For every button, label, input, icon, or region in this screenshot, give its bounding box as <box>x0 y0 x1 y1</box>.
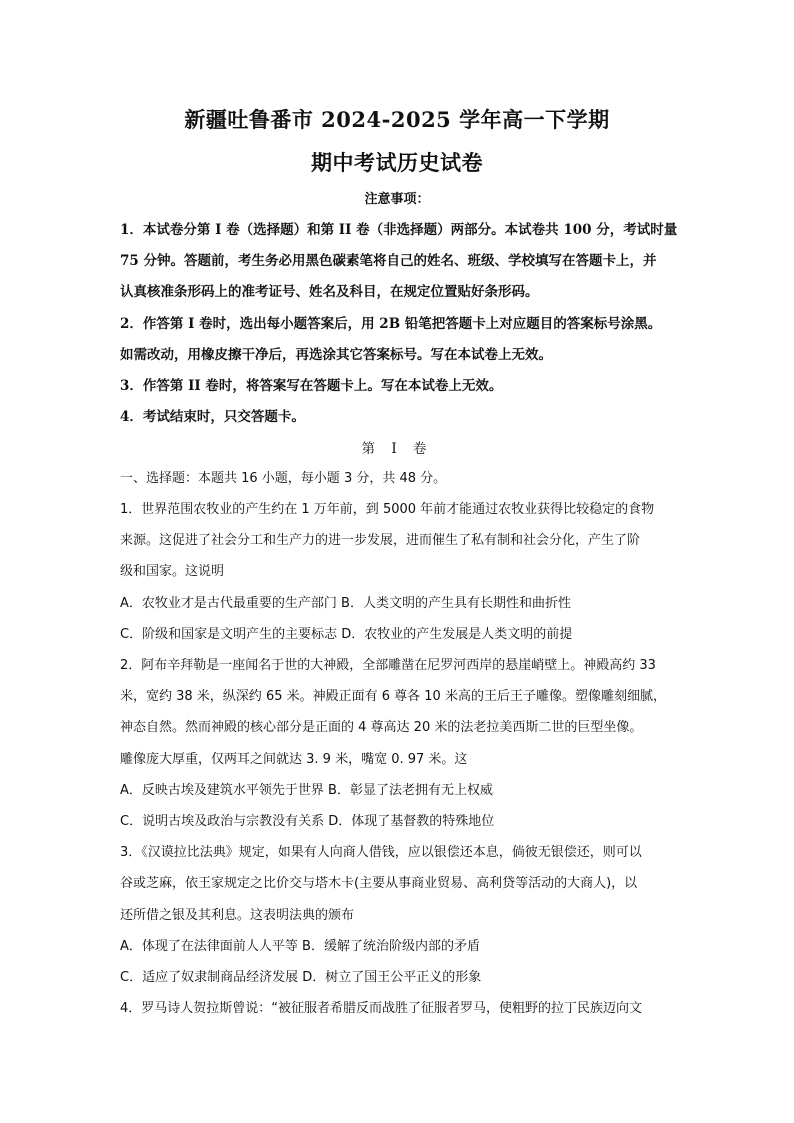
notice-heading: 注意事项： <box>364 192 430 207</box>
question-line: 2．阿布辛拜勒是一座闻名于世的大神殿，全部雕凿在尼罗河西岸的悬崖峭壁上。神殿高约 33 <box>120 658 656 673</box>
option-line: A．体现了在法律面前人人平等 B．缓解了统治阶级内部的矛盾 <box>120 939 480 954</box>
question-line: 神态自然。然而神殿的核心部分是正面的 4 尊高达 20 米的法老拉美西斯二世的巨型坐像。 <box>120 720 643 735</box>
question-line: 来源。这促进了社会分工和生产力的进一步发展，进而催生了私有制和社会分化，产生了阶 <box>120 533 641 548</box>
option-line: C．阶级和国家是文明产生的主要标志 D．农牧业的产生发展是人类文明的前提 <box>120 627 573 642</box>
option-line: C．说明古埃及政治与宗教没有关系 D．体现了基督教的特殊地位 <box>120 814 495 829</box>
question-line: 4．罗马诗人贺拉斯曾说：“被征服者希腊反而战胜了征服者罗马，使粗野的拉丁民族迈向文 <box>120 1001 643 1016</box>
question-line: 米，宽约 38 米，纵深约 65 米。神殿正面有 6 尊各 10 米高的王后王子雕像。塑像雕刻细腻， <box>120 689 666 704</box>
notice-line: 2．作答第 I 卷时，选出每小题答案后，用 2B 铅笔把答题卡上对应题目的答案标号涂黑。 <box>120 316 662 332</box>
notice-line: 如需改动，用橡皮擦干净后，再选涂其它答案标号。写在本试卷上无效。 <box>120 347 552 363</box>
option-line: A．反映古埃及建筑水平领先于世界 B．彰显了法老拥有无上权威 <box>120 783 493 798</box>
notice-line: 75 分钟。答题前，考生务必用黑色碳素笔将自己的姓名、班级、学校填写在答题卡上，并 <box>120 253 657 269</box>
exam-title-line1: 新疆吐鲁番市 2024-2025 学年高一下学期 <box>184 107 610 132</box>
option-line: C．适应了奴隶制商品经济发展 D．树立了国王公平正义的形象 <box>120 970 482 985</box>
question-line: 级和国家。这说明 <box>120 564 225 579</box>
notice-line: 4．考试结束时，只交答题卡。 <box>120 409 305 425</box>
option-line: A．农牧业才是古代最重要的生产部门 B．人类文明的产生具有长期性和曲折性 <box>120 596 571 611</box>
section-title: 第 I 卷 <box>361 441 433 457</box>
question-line: 1．世界范围农牧业的产生约在 1 万年前，到 5000 年前才能通过农牧业获得比较稳定的食物 <box>120 502 655 517</box>
notice-line: 1．本试卷分第 I 卷（选择题）和第 II 卷（非选择题）两部分。本试卷共 100 分，考试时量 <box>120 222 678 238</box>
question-line: 3．《汉谟拉比法典》规定，如果有人向商人借钱，应以银偿还本息，倘彼无银偿还，则可以 <box>120 845 642 860</box>
notice-line: 认真核准条形码上的准考证号、姓名及科目，在规定位置贴好条形码。 <box>120 284 539 300</box>
section-instruction: 一、选择题：本题共 16 小题，每小题 3 分，共 48 分。 <box>120 471 447 486</box>
exam-title-line2: 期中考试历史试卷 <box>311 150 483 175</box>
notice-line: 3．作答第 II 卷时，将答案写在答题卡上。写在本试卷上无效。 <box>120 378 503 394</box>
question-line: 谷或芝麻，依王家规定之比价交与塔木卡(主要从事商业贸易、高利贷等活动的大商人)，以 <box>120 876 638 891</box>
question-line: 雕像庞大厚重，仅两耳之间就达 3. 9 米，嘴宽 0. 97 米。这 <box>120 752 468 767</box>
question-line: 还所借之银及其利息。这表明法典的颁布 <box>120 908 355 923</box>
